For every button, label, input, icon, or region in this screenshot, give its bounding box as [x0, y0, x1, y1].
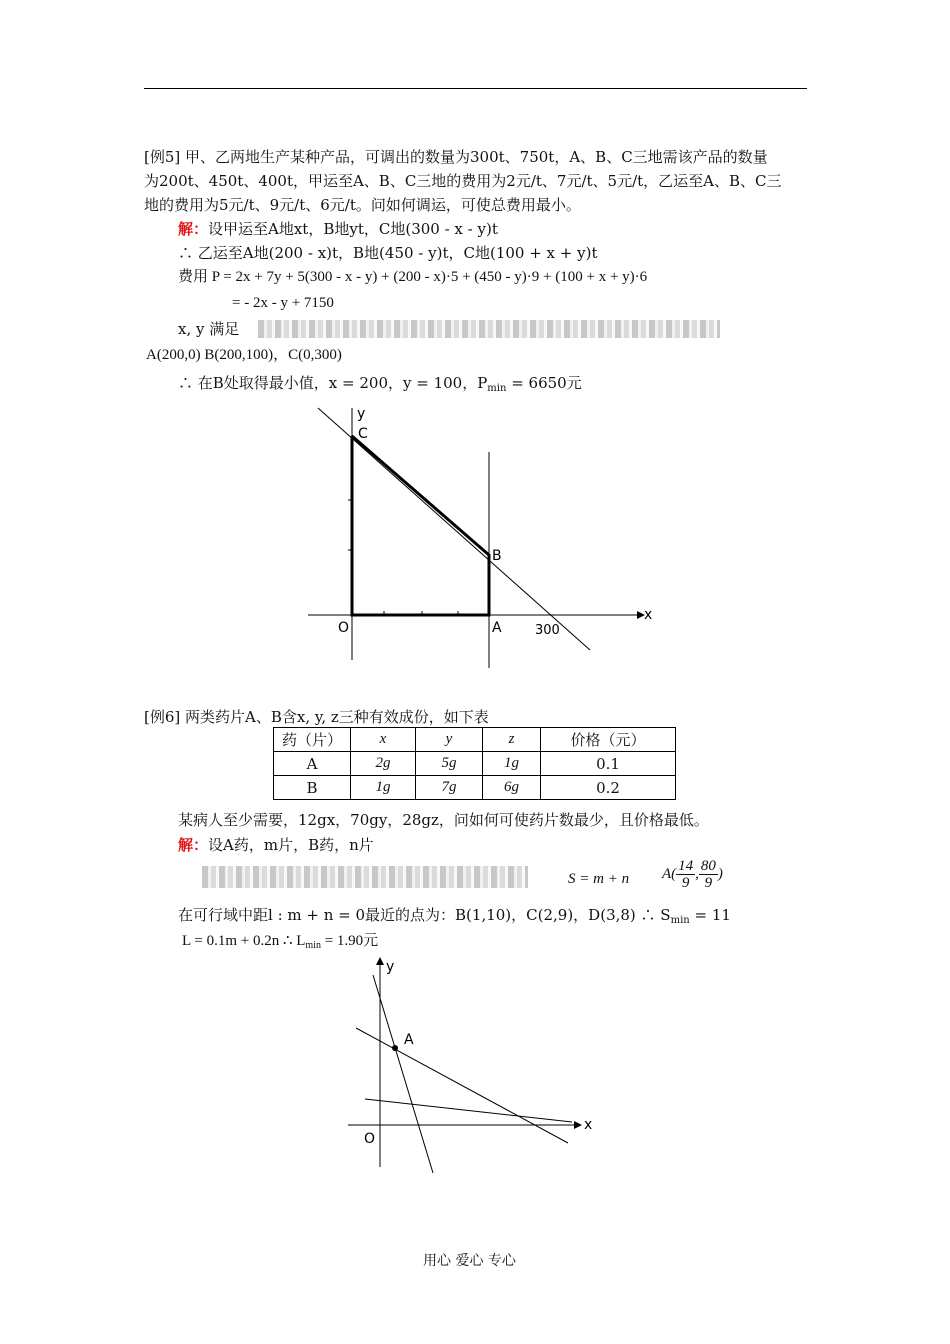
cost-text: L = 0.1m + 0.2n ∴ L — [182, 933, 306, 949]
fraction — [699, 858, 718, 891]
ex5-cost-simplified: = - 2x - y + 7150 — [232, 295, 334, 311]
x-axis-label: x — [644, 607, 653, 623]
table-cell: 0.1 — [541, 752, 676, 776]
numerator: 80 — [700, 858, 716, 874]
table-cell: 1g — [483, 752, 541, 776]
point-a-prefix: A( — [662, 865, 677, 882]
table-row — [274, 776, 676, 800]
smin-subscript: min — [670, 915, 690, 926]
ex6-cost — [182, 930, 378, 957]
ex5-conclusion — [178, 372, 582, 400]
ex5-line2: 为200t、450t、400t，甲运至A、B、C三地的费用为2元/t、7元/t、5元/t，乙运至A、B、C三 — [144, 172, 782, 190]
y-axis-label: y — [386, 959, 395, 975]
table-cell: B — [274, 776, 351, 800]
table-cell: 1g — [351, 776, 416, 800]
ex6-solution-line1 — [178, 834, 374, 856]
origin-label: O — [364, 1131, 376, 1147]
point-a-marker — [392, 1045, 398, 1051]
constraint-line-2 — [356, 1028, 568, 1143]
ex5-sol2: ∴ 乙运至A地(200 - x)t，B地(450 - y)t，C地(100 + x + y)t — [178, 244, 598, 262]
ex5-line3: 地的费用为5元/t、9元/t、6元/t。问如何调运，可使总费用最小。 — [144, 196, 581, 214]
table-header: 价格（元） — [541, 728, 676, 752]
x-axis-label: x — [584, 1117, 593, 1133]
table-cell: 2g — [351, 752, 416, 776]
ex6-line1: [例6] 两类药片A、B含x, y, z三种有效成份，如下表 — [144, 708, 489, 726]
table-cell: 7g — [416, 776, 483, 800]
table-header: z — [483, 728, 541, 752]
smin-value: = 11 — [689, 906, 731, 924]
origin-label: O — [338, 620, 350, 636]
ingredient-table — [273, 727, 676, 800]
blurred-constraints — [202, 866, 528, 888]
ex6-objective: S = m + n — [568, 871, 630, 887]
feasible-region-graph-2 — [340, 955, 610, 1180]
lmin-value: = 1.90元 — [320, 933, 379, 949]
table-header-row — [274, 728, 676, 752]
x-axis-arrow — [574, 1121, 582, 1129]
ex5-sol1: 设甲运至A地xt，B地yt，C地(300 - x - y)t — [208, 220, 498, 238]
table-row — [274, 752, 676, 776]
table-cell: 6g — [483, 776, 541, 800]
table-header: y — [416, 728, 483, 752]
header-rule — [144, 88, 807, 89]
y-axis-label: y — [357, 406, 366, 422]
ex5-line1: [例5] 甲、乙两地生产某种产品，可调出的数量为300t、750t，A、B、C三地需该产品的数量 — [144, 148, 768, 166]
point-a-label: A — [404, 1032, 414, 1048]
ex6-nearest — [178, 904, 731, 932]
constraint-line-3 — [365, 1099, 572, 1122]
solution-label: 解： — [178, 220, 209, 238]
page-footer: 用心 爱心 专心 — [423, 1253, 516, 1269]
point-a-label: A — [492, 620, 502, 636]
table-cell: 0.2 — [541, 776, 676, 800]
lmin-subscript: min — [305, 940, 321, 951]
point-a-suffix: ) — [717, 865, 723, 882]
y-axis-arrow — [376, 957, 384, 965]
table-header: x — [351, 728, 416, 752]
point-b-label: B — [492, 548, 502, 564]
constraint-line-1 — [373, 975, 433, 1173]
blurred-constraints — [258, 320, 720, 338]
denominator: 9 — [681, 875, 690, 891]
ex6-point-a: A( $\frac{14}{9}$ , $\frac{80}{9}$ ) — [662, 858, 723, 891]
pmin-value: = 6650元 — [506, 374, 582, 392]
ex6-requirement: 某病人至少需要，12gx，70gy，28gz，问如何可使药片数最少，且价格最低。 — [178, 811, 709, 829]
point-c-label: C — [358, 426, 368, 442]
pmin-subscript: min — [487, 383, 507, 394]
nearest-text: 在可行域中距l : m + n = 0最近的点为：B(1,10)，C(2,9)，D(3,8) ∴ S — [178, 906, 671, 924]
feasible-region — [352, 436, 489, 615]
fraction — [676, 858, 695, 891]
ex5-vertices: A(200,0) B(200,100)，C(0,300) — [146, 347, 342, 363]
intercept-300-label: 300 — [535, 623, 560, 638]
ex5-cost-formula: 费用 P = 2x + 7y + 5(300 - x - y) + (200 - x)·5 + (450 - y)·9 + (100 + x + y)·6 — [178, 269, 648, 285]
table-cell: A — [274, 752, 351, 776]
table-cell: 5g — [416, 752, 483, 776]
ex5-solution-line1 — [178, 218, 498, 240]
ex6-sol1: 设A药，m片，B药，n片 — [208, 836, 374, 854]
conclusion-text: ∴ 在B处取得最小值，x = 200，y = 100，P — [178, 374, 488, 392]
denominator: 9 — [704, 875, 713, 891]
feasible-region-graph — [300, 400, 660, 670]
table-header: 药（片） — [274, 728, 351, 752]
solution-label: 解： — [178, 836, 209, 854]
numerator: 14 — [678, 858, 694, 874]
ex5-constraint-label: x, y 满足 — [178, 320, 240, 338]
